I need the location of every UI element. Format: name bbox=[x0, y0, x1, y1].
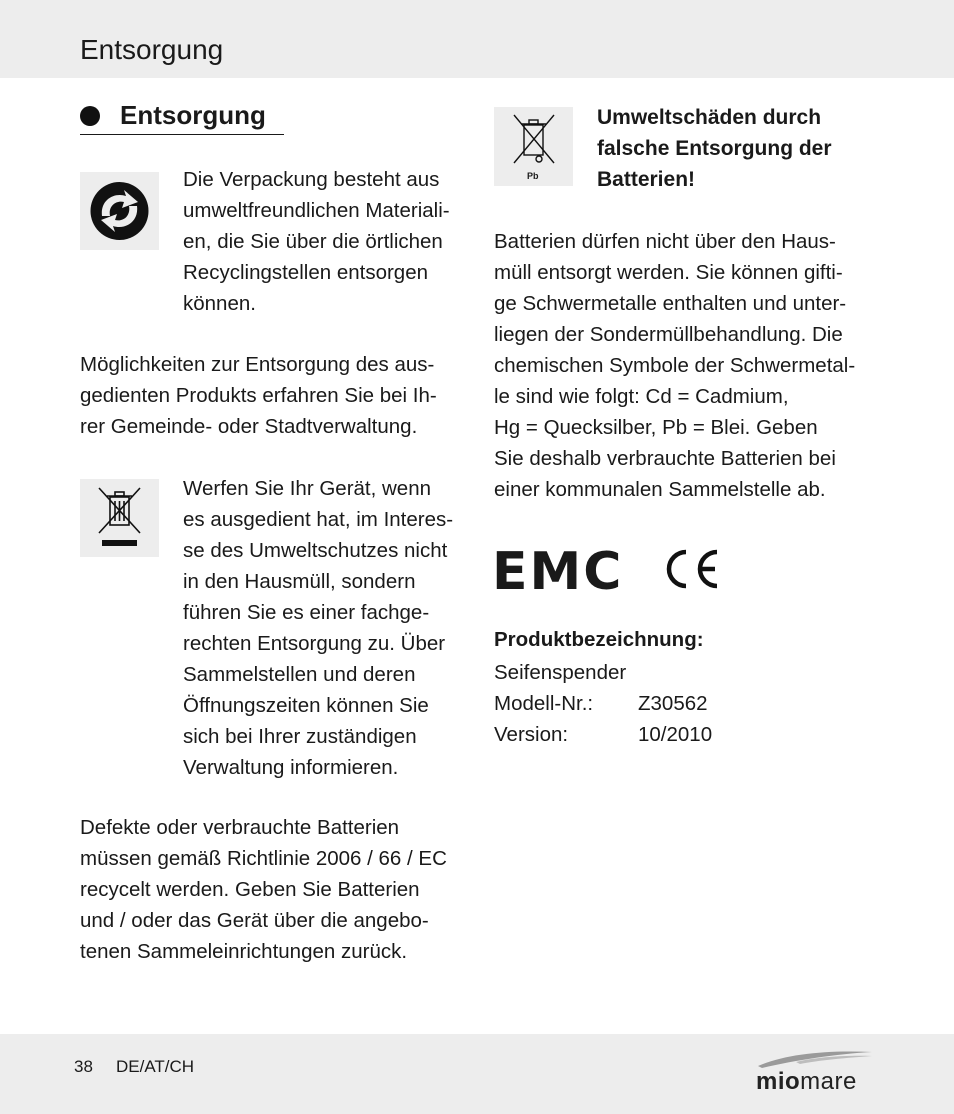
product-name: Seifenspender bbox=[494, 661, 627, 684]
bin-paragraph: Werfen Sie Ihr Gerät, wenn es ausgedient hat, im Interes- se des Umweltschutzes nicht in den Hausmüll, sondern führen Sie es einer fachge- rechten Entsorgung zu. Über Sammelstellen und deren Öffnungszeiten können Sie sich bei Ihrer zuständigen Verwaltung informieren. bbox=[183, 477, 454, 779]
version-value: 10/2010 bbox=[638, 723, 713, 746]
page-number: 38 bbox=[74, 1057, 93, 1076]
page-title: Entsorgung bbox=[80, 34, 224, 65]
section-heading-text: Entsorgung bbox=[120, 100, 266, 130]
pb-label: Pb bbox=[527, 171, 539, 181]
product-label: Produktbezeichnung: bbox=[494, 628, 704, 651]
recycle-paragraph: Die Verpackung besteht aus umweltfreundlichen Materiali- en, die Sie über die örtlichen Recyclingstellen entsorgen können. bbox=[183, 168, 450, 315]
options-paragraph: Möglichkeiten zur Entsorgung des aus- gedienten Produkts erfahren Sie bei Ih- rer Gemeinde- oder Stadtverwaltung. bbox=[80, 353, 437, 438]
green-dot-icon bbox=[80, 172, 159, 250]
model-label: Modell-Nr.: bbox=[494, 692, 594, 715]
logo-swoosh-icon bbox=[756, 1048, 876, 1070]
model-value: Z30562 bbox=[638, 692, 708, 715]
warning-paragraph: Batterien dürfen nicht über den Haus- müll entsorgt werden. Sie können gifti- ge Schwermetalle enthalten und unter- liegen der Sondermüllbehandlung. Die chemischen Symbole der Schwermetal- le sind wie folgt: Cd = Cadmium, Hg = Quecksilber, Pb = Blei. Geben Sie deshalb verbrauchte Batterien bei einer kommunalen Sammelstelle ab. bbox=[494, 230, 856, 501]
logo-text: miomare bbox=[756, 1068, 857, 1095]
crossed-bin-icon bbox=[80, 479, 159, 557]
battery-paragraph: Defekte oder verbrauchte Batterien müssen gemäß Richtlinie 2006 / 66 / EC recycelt werden. Geben Sie Batterien und / oder das Gerät über die angebo- tenen Sammeleinrichtungen zurück. bbox=[80, 816, 447, 963]
miomare-logo bbox=[756, 1048, 876, 1098]
language-code: DE/AT/CH bbox=[116, 1057, 195, 1076]
ce-mark-icon bbox=[660, 546, 722, 597]
warning-heading: Umweltschäden durch falsche Entsorgung der Batterien! bbox=[597, 106, 832, 191]
bullet-icon bbox=[80, 106, 100, 126]
section-heading bbox=[80, 100, 284, 135]
emc-mark: EMC bbox=[492, 542, 624, 602]
page-header bbox=[0, 0, 954, 78]
battery-bin-icon bbox=[494, 107, 573, 186]
version-label: Version: bbox=[494, 723, 569, 746]
